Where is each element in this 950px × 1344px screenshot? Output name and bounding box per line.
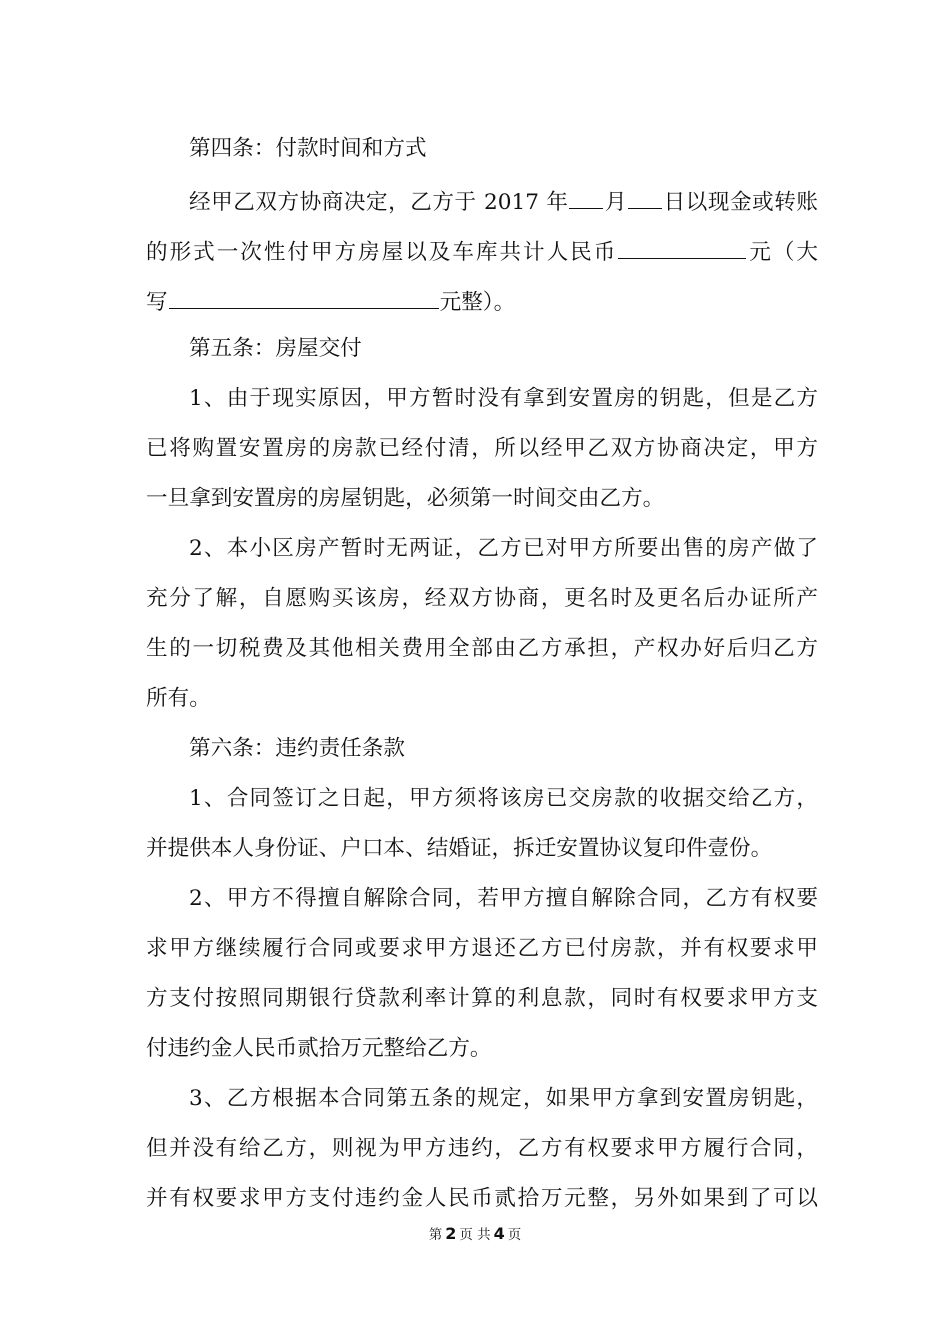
article-6-item-3-line: 并有权要求甲方支付违约金人民币贰拾万元整，另外如果到了可以 (146, 1186, 818, 1211)
article-6-heading: 第六条：违约责任条款 (189, 736, 405, 761)
article-6-item-1-line: 并提供本人身份证、户口本、结婚证，拆迁安置协议复印件壹份。 (146, 836, 773, 861)
total-page-number: 4 (493, 1224, 505, 1243)
article-5-heading: 第五条：房屋交付 (189, 336, 362, 361)
article-6-item-2-line: 求甲方继续履行合同或要求甲方退还乙方已付房款，并有权要求甲 (146, 936, 818, 961)
uppercase-label: 写 (146, 290, 168, 315)
footer-middle: 页 共 (459, 1227, 491, 1243)
month-blank (569, 184, 603, 209)
article-5-item-2-line: 2、本小区房产暂时无两证，乙方已对甲方所要出售的房产做了 (189, 536, 818, 561)
article-6-item-2-line: 付违约金人民币贰拾万元整给乙方。 (146, 1036, 492, 1061)
month-label: 月 (604, 190, 628, 215)
uppercase-amount-blank (169, 284, 439, 309)
article-6-item-3-line: 但并没有给乙方，则视为甲方违约，乙方有权要求甲方履行合同， (146, 1136, 818, 1161)
article-5-item-2-line: 所有。 (146, 686, 211, 711)
article-6-item-2-line: 2、甲方不得擅自解除合同，若甲方擅自解除合同，乙方有权要 (189, 886, 818, 911)
article-5-item-1-line: 已将购置安置房的房款已经付清，所以经甲乙双方协商决定，甲方 (146, 436, 818, 461)
amount-unit-text: 元（大 (747, 240, 818, 265)
article-4-line-2 (146, 234, 818, 264)
article-6-item-3-line: 3、乙方根据本合同第五条的规定，如果甲方拿到安置房钥匙， (189, 1086, 818, 1111)
article-5-item-2-line: 充分了解，自愿购买该房，经双方协商，更名时及更名后办证所产 (146, 586, 818, 611)
footer-prefix: 第 (428, 1227, 443, 1243)
day-blank (628, 184, 662, 209)
article-5-item-1-line: 1、由于现实原因，甲方暂时没有拿到安置房的钥匙，但是乙方 (189, 386, 818, 411)
amount-blank (618, 234, 746, 259)
article-4-heading: 第四条：付款时间和方式 (189, 136, 427, 161)
amount-text: 的形式一次性付甲方房屋以及车库共计人民币 (146, 240, 618, 265)
page-footer (0, 1224, 950, 1245)
article-6-item-1-line: 1、合同签订之日起，甲方须将该房已交房款的收据交给乙方， (189, 786, 818, 811)
footer-suffix: 页 (507, 1227, 522, 1243)
uppercase-unit-text: 元整）。 (439, 290, 516, 315)
article-4-line-1 (189, 184, 818, 214)
payment-date-text: 经甲乙双方协商决定，乙方于 2017 年 (189, 190, 569, 215)
article-5-item-1-line: 一旦拿到安置房的房屋钥匙，必须第一时间交由乙方。 (146, 486, 665, 511)
article-6-item-2-line: 方支付按照同期银行贷款利率计算的利息款，同时有权要求甲方支 (146, 986, 818, 1011)
current-page-number: 2 (445, 1224, 457, 1243)
article-4-line-3 (146, 284, 818, 314)
article-5-item-2-line: 生的一切税费及其他相关费用全部由乙方承担，产权办好后归乙方 (146, 636, 818, 661)
payment-method-text: 日以现金或转账 (663, 190, 818, 215)
